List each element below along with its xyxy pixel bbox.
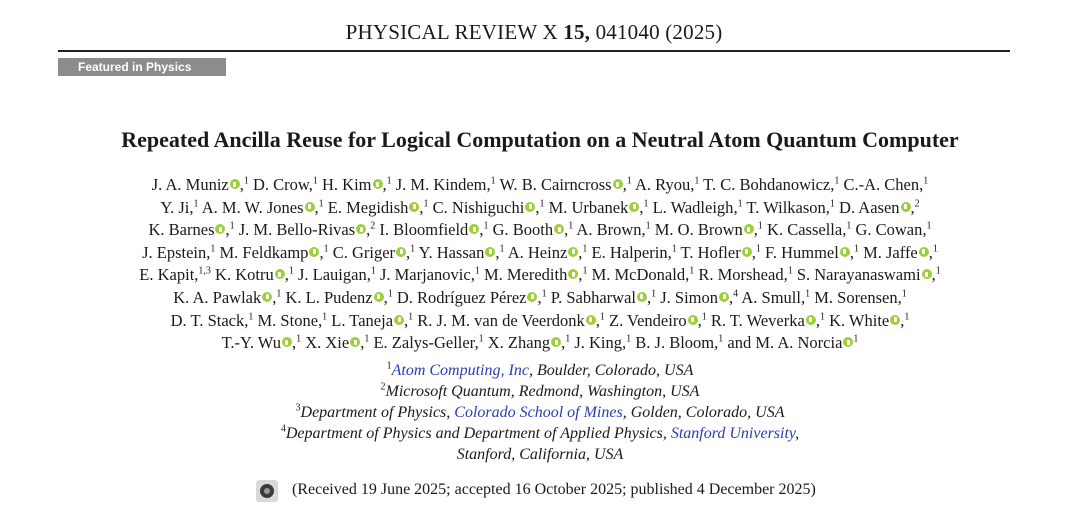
affiliation-marker: 1 <box>829 198 835 210</box>
affiliation-text: , <box>795 425 800 442</box>
orcid-icon[interactable] <box>890 315 900 325</box>
author-line <box>40 174 1040 197</box>
author-name: M. McDonald <box>591 265 686 285</box>
orcid-icon[interactable] <box>374 292 384 302</box>
author: C. Nishiguchi ,$^1$ <box>432 197 545 217</box>
author-name: T. Hofler <box>680 242 741 262</box>
author: T. Wilkason,$^1$ <box>746 197 835 217</box>
author-name: F. Hummel <box>764 242 839 262</box>
author-name: K. Barnes <box>148 220 215 240</box>
author-name: L. Taneja <box>331 310 394 330</box>
author-line <box>40 197 1040 220</box>
affiliation-marker: 1 <box>787 265 793 277</box>
affiliation-marker: 1 <box>935 265 941 277</box>
author-name: K. L. Pudenz <box>285 287 373 307</box>
dates-row <box>40 480 1040 502</box>
author: M. Jaffe ,$^1$ <box>863 242 938 262</box>
affiliation-marker: 1 <box>645 220 651 232</box>
author-name: M. Feldkamp <box>219 242 309 262</box>
author-name: R. Morshead <box>698 265 784 285</box>
affiliation-marker: 1 <box>387 288 393 300</box>
affiliation-line <box>40 381 1040 402</box>
author: K. White ,$^1$ <box>829 310 910 330</box>
author: A. Smull,$^1$ <box>741 287 811 307</box>
author: R. J. M. van de Veerdonk ,$^1$ <box>417 310 605 330</box>
author-name: W. B. Cairncross <box>499 175 612 194</box>
institution-link[interactable]: Stanford University <box>670 425 796 442</box>
author: K. Kotru ,$^1$ <box>215 265 294 285</box>
author-name: C.-A. Chen <box>843 175 920 194</box>
affiliation-marker: 1 <box>718 333 724 345</box>
affiliation-marker: 1 <box>853 333 859 345</box>
affiliation-marker: 1 <box>568 220 574 232</box>
orcid-icon[interactable] <box>744 224 754 234</box>
author-line <box>40 287 1040 310</box>
affiliation-marker: 2 <box>370 220 376 232</box>
paper-title: Repeated Ancilla Reuse for Logical Computation on a Neutral Atom Quantum Computer <box>121 127 959 152</box>
institution-link[interactable]: Colorado School of Mines <box>454 404 623 421</box>
affiliation-marker: 1 <box>410 243 416 255</box>
orcid-icon[interactable] <box>554 224 564 234</box>
affiliation-marker: 1 <box>582 265 588 277</box>
author: A. M. W. Jones ,$^1$ <box>201 197 324 217</box>
author: D. Rodríguez Pérez ,$^1$ <box>396 287 547 307</box>
author: C.-A. Chen,$^1$ <box>843 175 929 194</box>
orcid-icon[interactable] <box>840 247 850 257</box>
orcid-icon[interactable] <box>356 224 366 234</box>
author-name: A. Smull <box>741 287 801 307</box>
author: F. Hummel ,$^1$ <box>764 242 859 262</box>
author-name: G. Cowan <box>855 220 923 240</box>
orcid-icon[interactable] <box>742 247 752 257</box>
author-name: and M. A. Norcia <box>727 333 843 353</box>
affiliation-marker: 1 <box>651 288 657 300</box>
author-name: C. Griger <box>332 242 396 262</box>
affiliation-marker: 1 <box>423 198 429 210</box>
author: H. Kim ,$^1$ <box>322 175 392 194</box>
author: T. Hofler ,$^1$ <box>680 242 761 262</box>
orcid-icon[interactable] <box>262 292 272 302</box>
author-name: Y. Hassan <box>418 242 485 262</box>
author: B. J. Bloom,$^1$ <box>635 333 724 353</box>
orcid-icon[interactable] <box>469 224 479 234</box>
author: J. Simon ,$^4$ <box>660 287 739 307</box>
author-name: M. Meredith <box>483 265 568 285</box>
affiliation-marker: 1 <box>364 333 370 345</box>
orcid-icon[interactable] <box>305 202 315 212</box>
affiliation-marker: 1 <box>701 311 707 323</box>
author-name: G. Booth <box>492 220 554 240</box>
orcid-icon[interactable] <box>373 179 383 189</box>
author: J. Epstein,$^1$ <box>142 242 216 262</box>
author-name: R. J. M. van de Veerdonk <box>417 310 585 330</box>
header-rule <box>58 50 1010 52</box>
affiliation-marker: 1 <box>582 243 588 255</box>
author-name: A. Ryou <box>634 175 691 194</box>
affiliation-marker: 1,3 <box>198 265 211 277</box>
affiliation-marker: 1 <box>370 265 376 277</box>
affiliation-marker: 1 <box>248 311 254 323</box>
affiliation-marker: 1 <box>565 333 571 345</box>
affiliation-marker: 1 <box>626 175 632 187</box>
author: X. Xie ,$^1$ <box>305 333 370 353</box>
author: J. Lauigan,$^1$ <box>297 265 376 285</box>
author: D. Crow,$^1$ <box>253 175 318 194</box>
affiliation-text: Department of Physics, <box>300 404 455 421</box>
orcid-icon[interactable] <box>309 247 319 257</box>
author: Y. Ji,$^1$ <box>160 197 199 217</box>
orcid-icon[interactable] <box>843 337 853 347</box>
affiliation-marker: 1 <box>689 265 695 277</box>
affiliation-marker: 1 <box>846 220 852 232</box>
affiliation-text: , Golden, Colorado, USA <box>622 404 785 421</box>
affiliation-marker: 1 <box>599 311 605 323</box>
affiliation-list <box>40 360 1040 465</box>
author: M. O. Brown ,$^1$ <box>654 220 763 240</box>
affiliation-number: 3 <box>295 402 301 414</box>
orcid-icon[interactable] <box>901 202 911 212</box>
orcid-icon[interactable] <box>922 269 932 279</box>
author-name: J. Epstein <box>142 242 207 262</box>
author-name: D. Rodríguez Pérez <box>396 287 527 307</box>
author-name: D. Crow <box>253 175 309 194</box>
affiliation-text: Department of Physics and Department of Applied Physics, <box>285 425 671 442</box>
orcid-icon[interactable] <box>394 315 404 325</box>
author-name: Y. Ji <box>160 197 190 217</box>
author: M. Stone,$^1$ <box>257 310 328 330</box>
author-name: M. Urbanek <box>548 197 629 217</box>
author-list <box>40 174 1040 355</box>
affiliation-marker: 4 <box>733 288 739 300</box>
author-name: K. Cassella <box>767 220 843 240</box>
orcid-icon[interactable] <box>629 202 639 212</box>
affiliation-marker: 1 <box>322 311 328 323</box>
author: K. Cassella,$^1$ <box>767 220 852 240</box>
author: I. Bloomfield ,$^1$ <box>379 220 489 240</box>
orcid-icon[interactable] <box>919 247 929 257</box>
affiliation-marker: 1 <box>243 175 249 187</box>
author: J. A. Muniz ,$^1$ <box>151 175 249 194</box>
author-name: T. C. Bohdanowicz <box>703 175 831 194</box>
author-name: H. Kim <box>322 175 372 194</box>
author-name: A. Brown <box>576 220 642 240</box>
orcid-icon[interactable] <box>527 292 537 302</box>
author: J. King,$^1$ <box>574 333 632 353</box>
affiliation-marker: 1 <box>296 333 302 345</box>
author-name: X. Zhang <box>487 333 551 353</box>
author: S. Narayanaswami ,$^1$ <box>796 265 941 285</box>
orcid-icon[interactable] <box>688 315 698 325</box>
affiliation-marker: 1 <box>386 175 392 187</box>
author: K. A. Pawlak ,$^1$ <box>173 287 282 307</box>
author-line <box>40 332 1040 355</box>
author-name: R. T. Weverka <box>710 310 805 330</box>
affiliation-line <box>40 402 1040 423</box>
author: T.-Y. Wu ,$^1$ <box>221 333 302 353</box>
journal-volume: 15, <box>563 20 591 44</box>
journal-header <box>58 20 1010 45</box>
author: X. Zhang ,$^1$ <box>487 333 571 353</box>
author-name: K. White <box>829 310 890 330</box>
affiliation-marker: 1 <box>901 288 907 300</box>
author-name: I. Bloomfield <box>379 220 469 240</box>
affiliation-line <box>40 423 1040 444</box>
orcid-icon[interactable] <box>806 315 816 325</box>
affiliation-marker: 1 <box>490 175 496 187</box>
affiliation-text: Stanford, California, USA <box>456 446 624 463</box>
author: E. Kapit,$^{1,3}$ <box>139 265 211 285</box>
author: T. C. Bohdanowicz,$^1$ <box>703 175 840 194</box>
affiliation-marker: 1 <box>193 198 199 210</box>
author-name: J. Marjanovic <box>379 265 471 285</box>
author-name: D. Aasen <box>839 197 900 217</box>
affiliation-line <box>40 444 1040 465</box>
affiliation-text: , Boulder, Colorado, USA <box>528 362 694 379</box>
journal-name: PHYSICAL REVIEW X <box>345 20 558 44</box>
author: D. T. Stack,$^1$ <box>170 310 254 330</box>
author: P. Sabharwal ,$^1$ <box>550 287 657 307</box>
affiliation-marker: 1 <box>210 243 216 255</box>
author: C. Griger ,$^1$ <box>332 242 416 262</box>
affiliation-marker: 1 <box>932 243 938 255</box>
author-name: M. Stone <box>257 310 319 330</box>
affiliation-marker: 1 <box>819 311 825 323</box>
affiliation-marker: 1 <box>834 175 840 187</box>
orcid-icon[interactable] <box>350 337 360 347</box>
author-name: J. A. Muniz <box>151 175 229 194</box>
affiliation-marker: 1 <box>312 175 318 187</box>
affiliation-marker: 1 <box>643 198 649 210</box>
affiliation-marker: 1 <box>323 243 329 255</box>
orcid-icon[interactable] <box>525 202 535 212</box>
author <box>727 333 858 352</box>
institution-link[interactable]: Atom Computing, Inc <box>391 362 529 379</box>
author: A. Ryou,$^1$ <box>634 175 700 194</box>
author-name: K. Kotru <box>215 265 274 285</box>
affiliation-marker: 1 <box>671 243 677 255</box>
affiliation-marker: 1 <box>737 198 743 210</box>
author: A. Heinz ,$^1$ <box>507 242 588 262</box>
author-name: E. Megidish <box>327 197 409 217</box>
author-name: M. Sorensen <box>814 287 898 307</box>
author: K. L. Pudenz ,$^1$ <box>285 287 393 307</box>
author: D. Aasen ,$^2$ <box>839 197 920 217</box>
author-name: B. J. Bloom <box>635 333 715 353</box>
author-name: J. Lauigan <box>297 265 367 285</box>
affiliation-marker: 1 <box>276 288 282 300</box>
affiliation-marker: 1 <box>755 243 761 255</box>
orcid-icon[interactable] <box>586 315 596 325</box>
orcid-icon[interactable] <box>568 247 578 257</box>
affiliation-marker: 1 <box>626 333 632 345</box>
author-line <box>40 310 1040 333</box>
crossmark-icon[interactable] <box>256 480 278 502</box>
featured-badge[interactable]: Featured in Physics <box>58 58 226 76</box>
author: M. Feldkamp ,$^1$ <box>219 242 329 262</box>
affiliation-marker: 1 <box>541 288 547 300</box>
affiliation-marker: 1 <box>694 175 700 187</box>
article-number: 041040 (2025) <box>595 20 723 44</box>
author: J. M. Bello-Rivas ,$^2$ <box>238 220 376 240</box>
author: J. Marjanovic,$^1$ <box>379 265 480 285</box>
author-name: K. A. Pawlak <box>173 287 262 307</box>
affiliation-marker: 1 <box>853 243 859 255</box>
affiliation-marker: 1 <box>478 333 484 345</box>
author-line <box>40 242 1040 265</box>
author-name: E. Halperin <box>591 242 668 262</box>
orcid-icon[interactable] <box>409 202 419 212</box>
author-name: M. O. Brown <box>654 220 743 240</box>
affiliation-marker: 2 <box>914 198 920 210</box>
author: E. Zalys-Geller,$^1$ <box>373 333 484 353</box>
affiliation-marker: 1 <box>805 288 811 300</box>
author-line <box>40 264 1040 287</box>
orcid-icon[interactable] <box>613 179 623 189</box>
author-name: S. Narayanaswami <box>796 265 921 285</box>
author: M. Meredith ,$^1$ <box>483 265 588 285</box>
author-name: Z. Vendeiro <box>608 310 687 330</box>
author-name: C. Nishiguchi <box>432 197 525 217</box>
orcid-icon[interactable] <box>719 292 729 302</box>
author: Z. Vendeiro ,$^1$ <box>608 310 707 330</box>
author-name: J. King <box>574 333 623 353</box>
author: R. Morshead,$^1$ <box>698 265 793 285</box>
author-line <box>40 219 1040 242</box>
author-name: A. M. W. Jones <box>201 197 304 217</box>
affiliation-text: Microsoft Quantum, Redmond, Washington, USA <box>385 383 700 400</box>
affiliation-number: 2 <box>380 381 386 393</box>
author: E. Halperin,$^1$ <box>591 242 677 262</box>
affiliation-marker: 1 <box>288 265 294 277</box>
author-name: J. M. Kindem <box>395 175 487 194</box>
author-name: J. M. Bello-Rivas <box>238 220 356 240</box>
orcid-icon[interactable] <box>637 292 647 302</box>
affiliation-marker: 1 <box>474 265 480 277</box>
orcid-icon[interactable] <box>215 224 225 234</box>
author-name: L. Wadleigh <box>652 197 734 217</box>
author: W. B. Cairncross ,$^1$ <box>499 175 632 194</box>
publication-dates: (Received 19 June 2025; accepted 16 October 2025; published 4 December 2025) <box>292 481 816 498</box>
affiliation-marker: 1 <box>757 220 763 232</box>
affiliation-number: 4 <box>280 423 286 435</box>
author: J. M. Kindem,$^1$ <box>395 175 496 194</box>
author: L. Taneja ,$^1$ <box>331 310 414 330</box>
author: A. Brown,$^1$ <box>576 220 651 240</box>
author-name: D. T. Stack <box>170 310 245 330</box>
author: M. McDonald,$^1$ <box>591 265 695 285</box>
author: G. Cowan,$^1$ <box>855 220 932 240</box>
author-name: E. Kapit <box>139 265 195 285</box>
author-name: T.-Y. Wu <box>221 333 281 353</box>
affiliation-marker: 1 <box>926 220 932 232</box>
author-name: E. Zalys-Geller <box>373 333 475 353</box>
author-name: X. Xie <box>305 333 350 353</box>
affiliation-marker: 1 <box>318 198 324 210</box>
affiliation-marker: 1 <box>539 198 545 210</box>
orcid-icon[interactable] <box>230 179 240 189</box>
author-name: P. Sabharwal <box>550 287 636 307</box>
orcid-icon[interactable] <box>551 337 561 347</box>
orcid-icon[interactable] <box>275 269 285 279</box>
affiliation-marker: 1 <box>904 311 910 323</box>
affiliation-marker: 1 <box>923 175 929 187</box>
affiliation-marker: 1 <box>499 243 505 255</box>
affiliation-marker: 1 <box>483 220 489 232</box>
author: G. Booth ,$^1$ <box>492 220 574 240</box>
orcid-icon[interactable] <box>282 337 292 347</box>
author: R. T. Weverka ,$^1$ <box>710 310 825 330</box>
author: L. Wadleigh,$^1$ <box>652 197 743 217</box>
author-name: J. Simon <box>660 287 719 307</box>
author: M. Urbanek ,$^1$ <box>548 197 649 217</box>
affiliation-marker: 1 <box>229 220 235 232</box>
author-name: A. Heinz <box>507 242 568 262</box>
author-name: M. Jaffe <box>863 242 918 262</box>
orcid-icon[interactable] <box>568 269 578 279</box>
author: Y. Hassan ,$^1$ <box>418 242 505 262</box>
affiliation-marker: 1 <box>408 311 414 323</box>
author: E. Megidish ,$^1$ <box>327 197 429 217</box>
author: K. Barnes ,$^1$ <box>148 220 235 240</box>
affiliation-line <box>40 360 1040 381</box>
author: M. Sorensen,$^1$ <box>814 287 907 307</box>
orcid-icon[interactable] <box>396 247 406 257</box>
orcid-icon[interactable] <box>485 247 495 257</box>
author-name: T. Wilkason <box>746 197 826 217</box>
affiliation-number: 1 <box>386 360 392 372</box>
